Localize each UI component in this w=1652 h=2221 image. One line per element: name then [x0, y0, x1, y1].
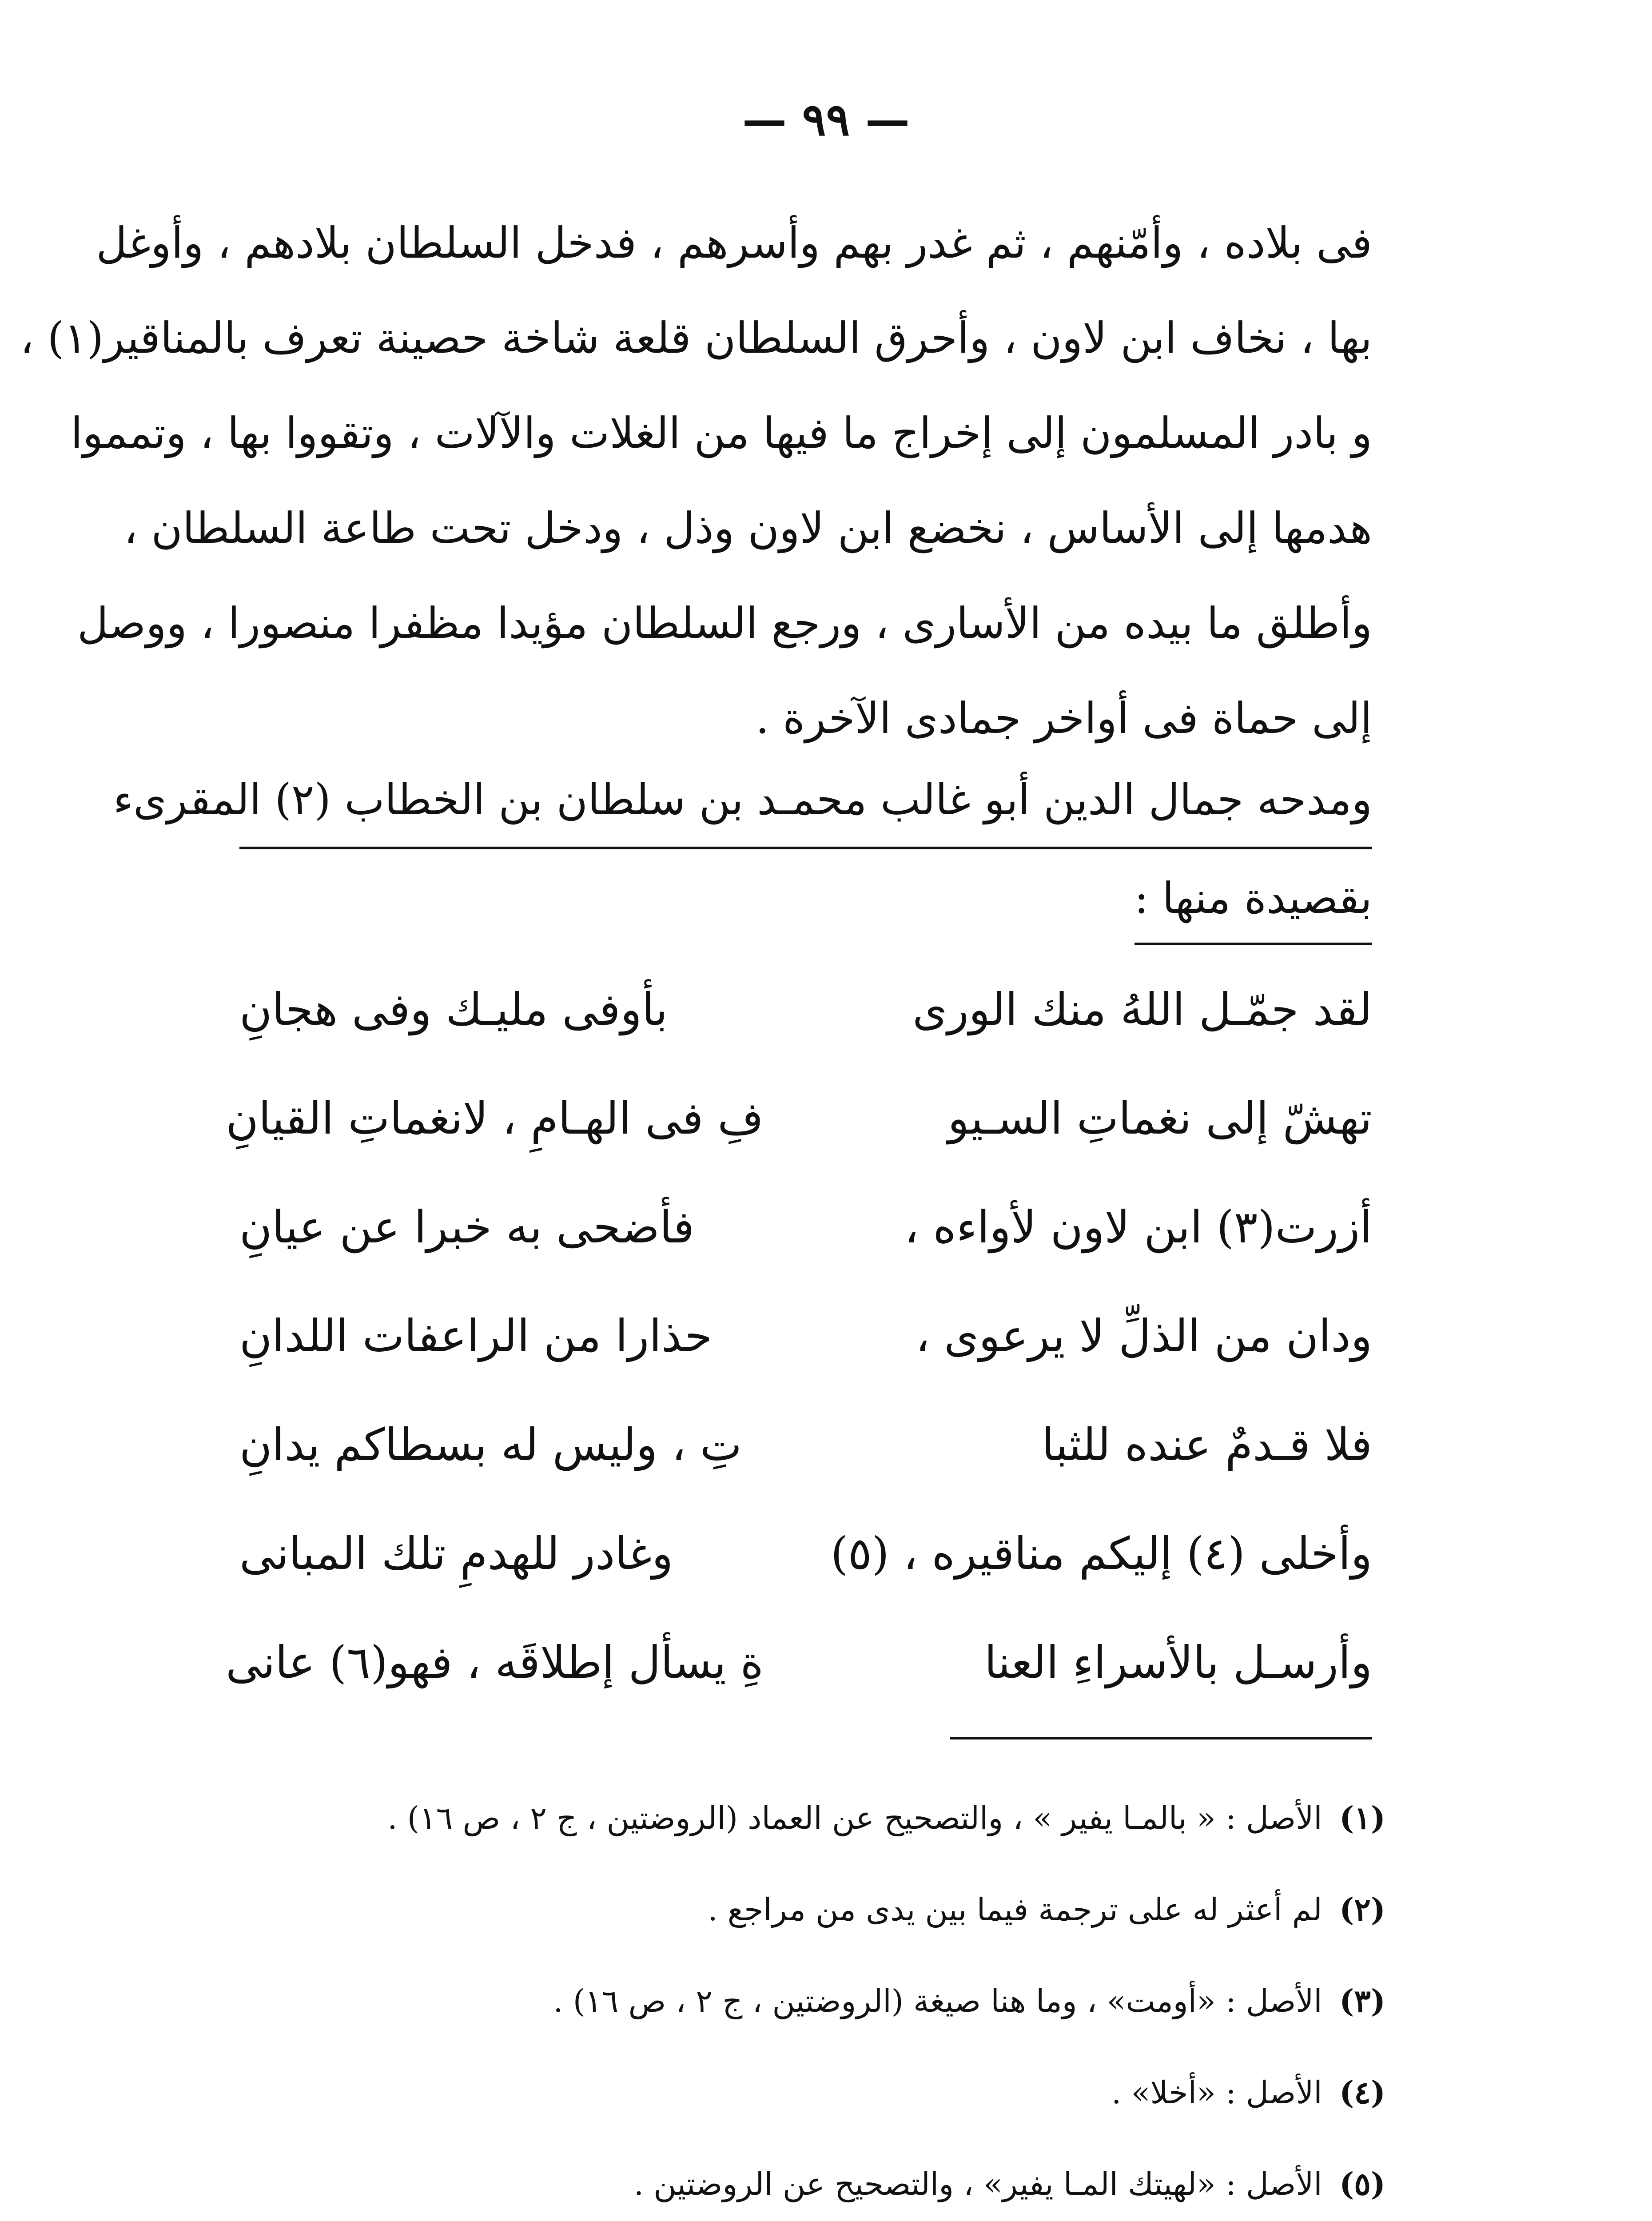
verse-second-hemistich: فِ فى الهـامِ ، لانغماتِ القيانِ: [226, 1092, 764, 1144]
verse-second-hemistich: ةِ يسأل إطلاقَه ، فهو(٦) عانى: [226, 1636, 764, 1688]
footnote: [186, 2047, 1385, 2138]
poem-verse: [239, 955, 1372, 1064]
footnote-number: (٢): [1339, 1891, 1385, 1928]
verse-first-hemistich: تهشّ إلى نغماتِ السـيو: [947, 1092, 1372, 1144]
prose-line: فى بلاده ، وأمّنهم ، ثم غدر بهم وأسرهم ، فدخل السلطان بلادهم ، وأوغل: [96, 218, 1372, 268]
footnote-divider: [950, 1737, 1372, 1739]
prose-line: إلى حماة فى أواخر جمادى الآخرة .: [756, 693, 1372, 743]
page-number: — ٩٩ —: [742, 93, 910, 146]
footnote-number: (٤): [1339, 2074, 1385, 2111]
prose-paragraph: [20, 195, 1372, 766]
poem-introduction: [113, 755, 1372, 945]
poem-verse: [226, 1608, 1372, 1717]
verse-second-hemistich: فأضحى به خبرا عن عيانِ: [239, 1201, 695, 1253]
footnote-number: (٥): [1339, 2165, 1385, 2202]
verse-first-hemistich: أزرت(٣) ابن لاون لأواءه ،: [904, 1201, 1372, 1253]
verse-first-hemistich: وأخلى (٤) إليكم مناقيره ، (٥): [830, 1528, 1372, 1580]
footnote-text: الأصل : « بالمـا يفير » ، والتصحيح عن العماد (الروضتين ، ج ٢ ، ص ١٦) .: [387, 1800, 1322, 1836]
footnote: [186, 1955, 1385, 2047]
poem: [226, 955, 1372, 1717]
footnote-number: (١): [1339, 1799, 1385, 1836]
footnote-text: الأصل : «لهيتك المـا يفير» ، والتصحيح عن الروضتين .: [633, 2166, 1322, 2202]
verse-second-hemistich: تِ ، وليس له بسطاكم يدانِ: [239, 1419, 742, 1471]
footnote: [186, 1864, 1385, 1955]
verse-second-hemistich: حذارا من الراعفات اللدانِ: [239, 1310, 713, 1362]
poem-verse: [239, 1173, 1372, 1282]
footnote-text: الأصل : «أخلا» .: [1111, 2074, 1322, 2111]
footnote: [186, 2138, 1385, 2221]
verse-first-hemistich: لقد جمّـل اللهُ منك الورى: [912, 983, 1372, 1035]
prose-line: هدمها إلى الأساس ، نخضع ابن لاون وذل ، ودخل تحت طاعة السلطان ،: [123, 503, 1372, 553]
verse-second-hemistich: وغادر للهدمِ تلك المبانى: [239, 1528, 673, 1580]
prose-line: وأطلق ما بيده من الأسارى ، ورجع السلطان مؤيدا مظفرا منصورا ، ووصل: [77, 598, 1372, 648]
verse-first-hemistich: وأرسـل بالأسراءِ العنا: [984, 1636, 1372, 1688]
footnotes: [186, 1772, 1385, 2221]
footnote: [186, 1772, 1385, 1864]
poem-verse: [239, 1390, 1372, 1499]
poem-verse: [239, 1282, 1372, 1390]
poem-introduction-line: بقصيدة منها :: [1135, 854, 1372, 945]
verse-first-hemistich: فلا قـدمٌ عنده للثبا: [1042, 1419, 1372, 1471]
footnote-text: الأصل : «أومت» ، وما هنا صيغة (الروضتين ، ج ٢ ، ص ١٦) .: [553, 1983, 1322, 2019]
verse-second-hemistich: بأوفى مليـك وفى هجانِ: [239, 983, 668, 1035]
poem-introduction-line: ومدحه جمال الدين أبو غالب محمـد بن سلطان بن الخطاب (٢) المقرىء: [239, 755, 1372, 849]
poem-verse: [239, 1499, 1372, 1608]
footnote-number: (٣): [1339, 1982, 1385, 2019]
prose-line: بها ، نخاف ابن لاون ، وأحرق السلطان قلعة شاخة حصينة تعرف بالمناقير(١) ،: [20, 313, 1372, 363]
footnote-text: لم أعثر له على ترجمة فيما بين يدى من مراجع .: [708, 1891, 1322, 1928]
poem-verse: [226, 1064, 1372, 1173]
prose-line: و بادر المسلمون إلى إخراج ما فيها من الغلات والآلات ، وتقووا بها ، وتمموا: [71, 408, 1372, 458]
verse-first-hemistich: ودان من الذلِّ لا يرعوى ،: [916, 1310, 1372, 1362]
